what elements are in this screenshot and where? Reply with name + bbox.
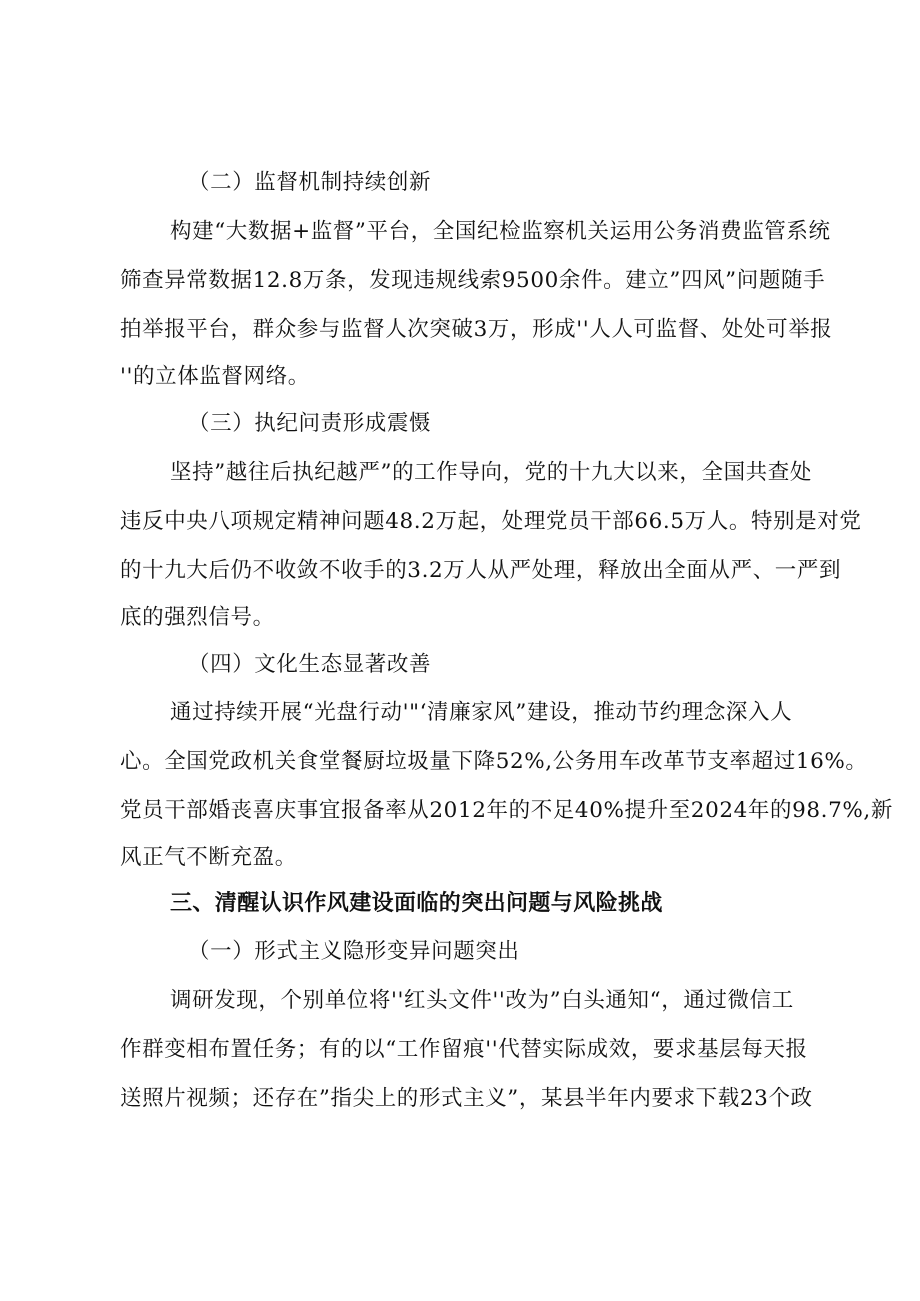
paragraph-line: 筛查异常数据12.8万条，发现违规线索9500余件。建立”四风”问题随手 [120,268,826,293]
subheading-formalism: （一）形式主义隐形变异问题突出 [188,939,520,964]
paragraph-line: 调研发现，个别单位将''红头文件''改为”白头通知“，通过微信工 [170,988,794,1013]
section-heading-3: 三、清醒认识作风建设面临的突出问题与风险挑战 [170,891,663,916]
paragraph-line: 通过持续开展“光盘行动'"‘清廉家风”建设，推动节约理念深入人 [170,700,793,725]
paragraph-line: 心。全国党政机关食堂餐厨垃圾量下降52%,公务用车改革节支率超过16%。 [120,749,868,774]
paragraph-line: 构建“大数据+监督”平台，全国纪检监察机关运用公务消费监管系统 [170,219,831,244]
paragraph-line: 违反中央八项规定精神问题48.2万起，处理党员干部66.5万人。特别是对党 [120,509,862,534]
paragraph-line: 坚持”越往后执纪越严”的工作导向，党的十九大以来，全国共查处 [170,460,812,485]
paragraph-line: 底的强烈信号。 [120,605,275,630]
paragraph-line: 作群变相布置任务；有的以“工作留痕''代替实际成效，要求基层每天报 [120,1037,808,1062]
paragraph-line: 送照片视频；还存在”指尖上的形式主义”，某县半年内要求下载23个政 [120,1086,813,1111]
subheading-accountability: （三）执纪问责形成震慑 [188,411,432,436]
paragraph-line: 的十九大后仍不收敛不收手的3.2万人从严处理，释放出全面从严、一严到 [120,558,842,583]
paragraph-line: 拍举报平台，群众参与监督人次突破3万，形成''人人可监督、处处可举报 [120,317,833,342]
subheading-culture-ecology: （四）文化生态显著改善 [188,652,432,677]
paragraph-line: 风正气不断充盈。 [120,845,297,870]
paragraph-line: 党员干部婚丧喜庆事宜报备率从2012年的不足40%提升至2024年的98.7%,新 [120,798,893,823]
paragraph-line: ''的立体监督网络。 [120,364,310,389]
subheading-supervision-mechanism: （二）监督机制持续创新 [188,170,432,195]
